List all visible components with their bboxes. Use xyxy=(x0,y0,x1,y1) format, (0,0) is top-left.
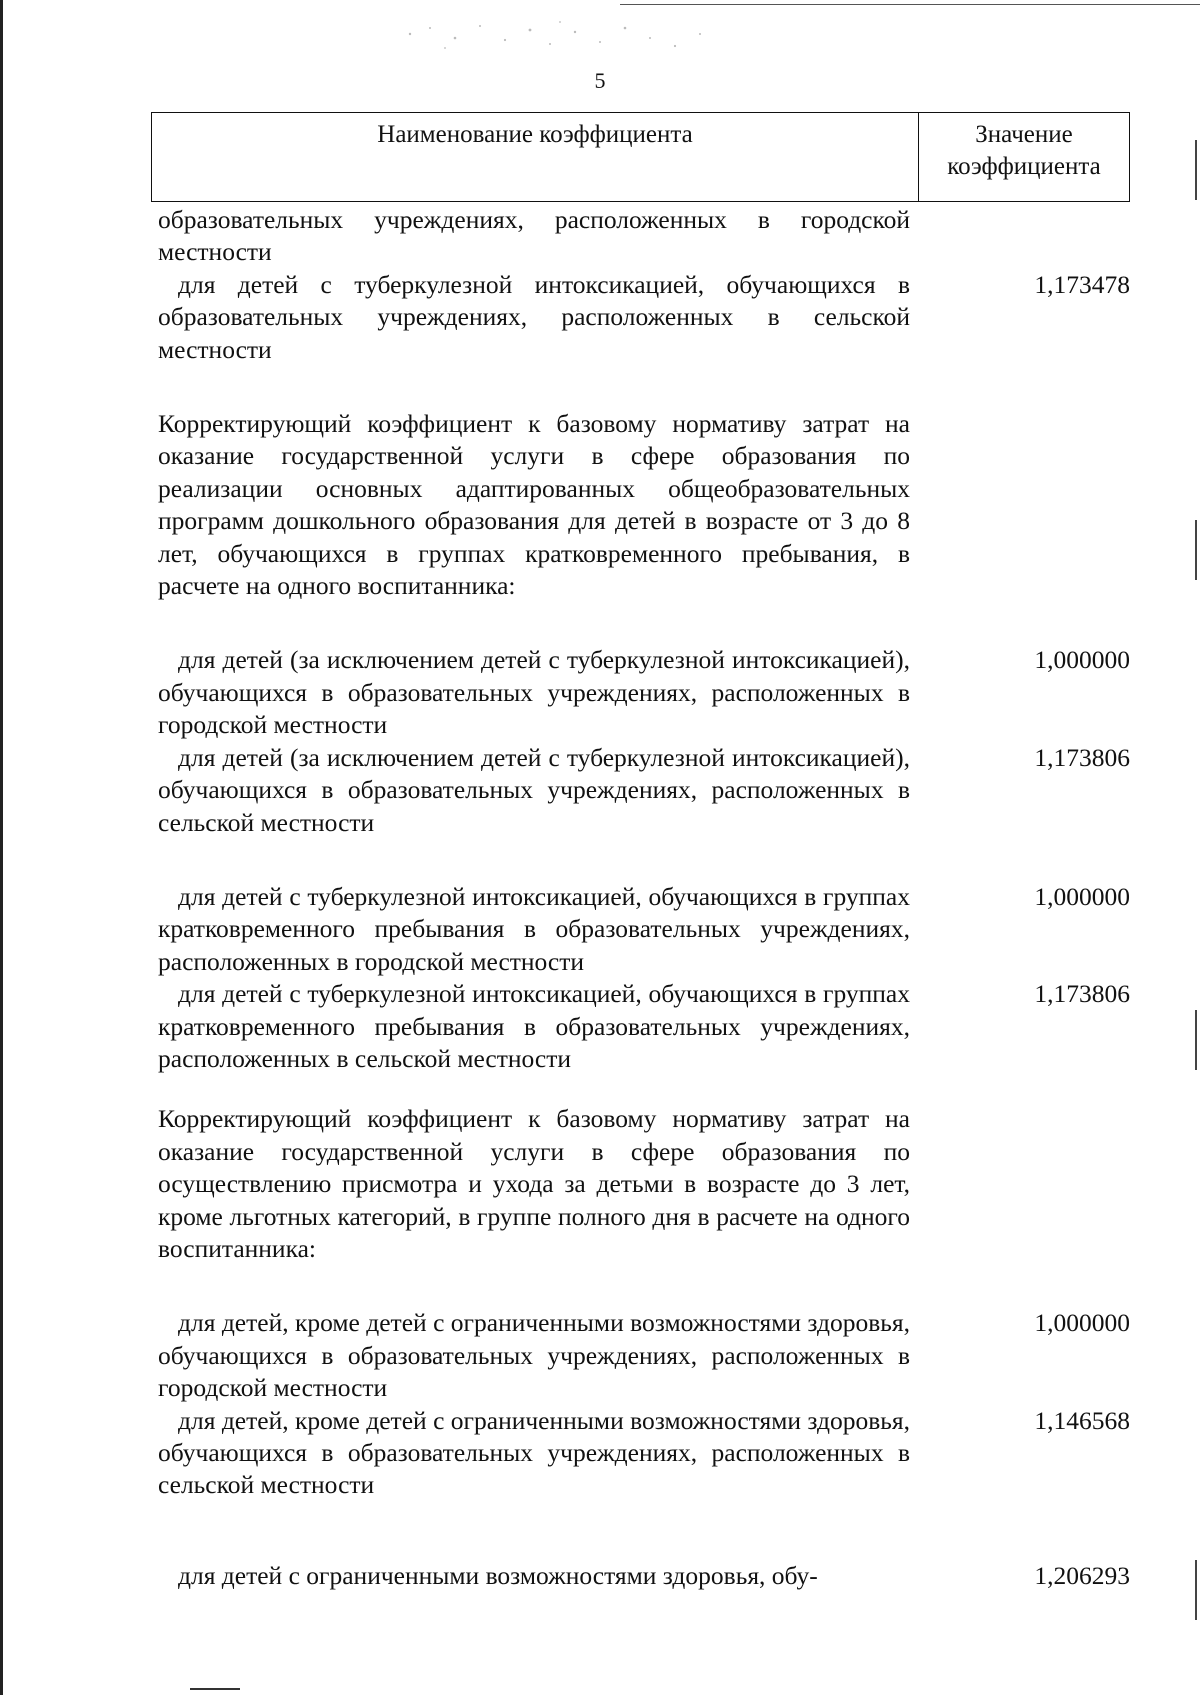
row-text: для детей с туберкулезной интоксикацией, обучающихся в группах кратковременного пребывания в образовательных учреждениях, расположенных в сельской местности xyxy=(158,979,910,1073)
row-text: образовательных учреждениях, расположенных в городской местности xyxy=(158,205,910,267)
coefficient-list xyxy=(158,204,1158,1592)
table-row xyxy=(158,1103,1158,1265)
scan-top-line xyxy=(620,4,1200,5)
table-row xyxy=(158,1405,1158,1502)
scan-bottom-mark xyxy=(190,1688,240,1690)
header-value-column xyxy=(919,113,1129,201)
table-row xyxy=(158,1560,1158,1592)
scan-right-mark xyxy=(1195,1560,1197,1620)
row-text: для детей, кроме детей с ограниченными возможностями здоровья, обучающихся в образовательных учреждениях, расположенных в городской местности xyxy=(158,1308,910,1403)
row-text: для детей с туберкулезной интоксикацией, обучающихся в образовательных учреждениях, расположенных в сельской местности xyxy=(158,269,910,364)
row-value: 1,000000 xyxy=(1034,881,1130,911)
row-value: 1,146568 xyxy=(1034,1405,1130,1435)
header-name-column: Наименование коэффициента xyxy=(152,113,919,201)
row-text: для детей, кроме детей с ограниченными возможностями здоровья, обучающихся в образовательных учреждениях, расположенных в сельской местности xyxy=(158,1405,910,1500)
table-row xyxy=(158,269,1158,366)
row-text: для детей (за исключением детей с туберкулезной интоксикацией), обучающихся в образовательных учреждениях, расположенных в сельской местности xyxy=(158,742,910,837)
scan-right-mark xyxy=(1195,520,1197,580)
row-text: для детей с ограниченными возможностями здоровья, обу- xyxy=(178,1560,818,1590)
table-row xyxy=(158,204,1158,269)
section-heading: Корректирующий коэффициент к базовому нормативу затрат на оказание государственной услуги в сфере образования по реализации основных адаптированных общеобразовательных программ дошкольного образования для детей в возрасте от 3 до 8 лет, обучающихся в группах кратковременного пребывания, в расчете на одного воспитанника: xyxy=(158,409,910,601)
row-value: 1,000000 xyxy=(1034,645,1130,675)
scan-noise-smudge xyxy=(400,14,740,64)
table-header xyxy=(151,112,1130,202)
table-row xyxy=(158,408,1158,602)
table-row xyxy=(158,978,1158,1075)
row-value: 1,000000 xyxy=(1034,1308,1130,1338)
table-row xyxy=(158,1307,1158,1404)
row-text: для детей (за исключением детей с туберкулезной интоксикацией), обучающихся в образовательных учреждениях, расположенных в городской местности xyxy=(158,645,910,740)
scan-right-mark xyxy=(1195,1010,1197,1070)
scan-right-mark xyxy=(1195,140,1197,200)
scan-left-edge xyxy=(0,0,3,1695)
table-row xyxy=(158,742,1158,839)
row-value: 1,206293 xyxy=(1034,1560,1130,1590)
header-value-line1: Значение xyxy=(975,121,1073,148)
row-value: 1,173478 xyxy=(1034,269,1130,299)
page-number: 5 xyxy=(594,68,606,93)
table-row xyxy=(158,881,1158,978)
row-value: 1,173806 xyxy=(1034,979,1130,1009)
header-value-line2: коэффициента xyxy=(947,153,1101,180)
row-text: для детей с туберкулезной интоксикацией, обучающихся в группах кратковременного пребывания в образовательных учреждениях, расположенных в городской местности xyxy=(158,881,910,976)
row-value: 1,173806 xyxy=(1034,742,1130,772)
table-row xyxy=(158,644,1158,741)
section-heading: Корректирующий коэффициент к базовому нормативу затрат на оказание государственной услуги в сфере образования по осуществлению присмотра и ухода за детьми в возрасте до 3 лет, кроме льготных категорий, в группе полного дня в расчете на одного воспитанника: xyxy=(158,1104,910,1263)
